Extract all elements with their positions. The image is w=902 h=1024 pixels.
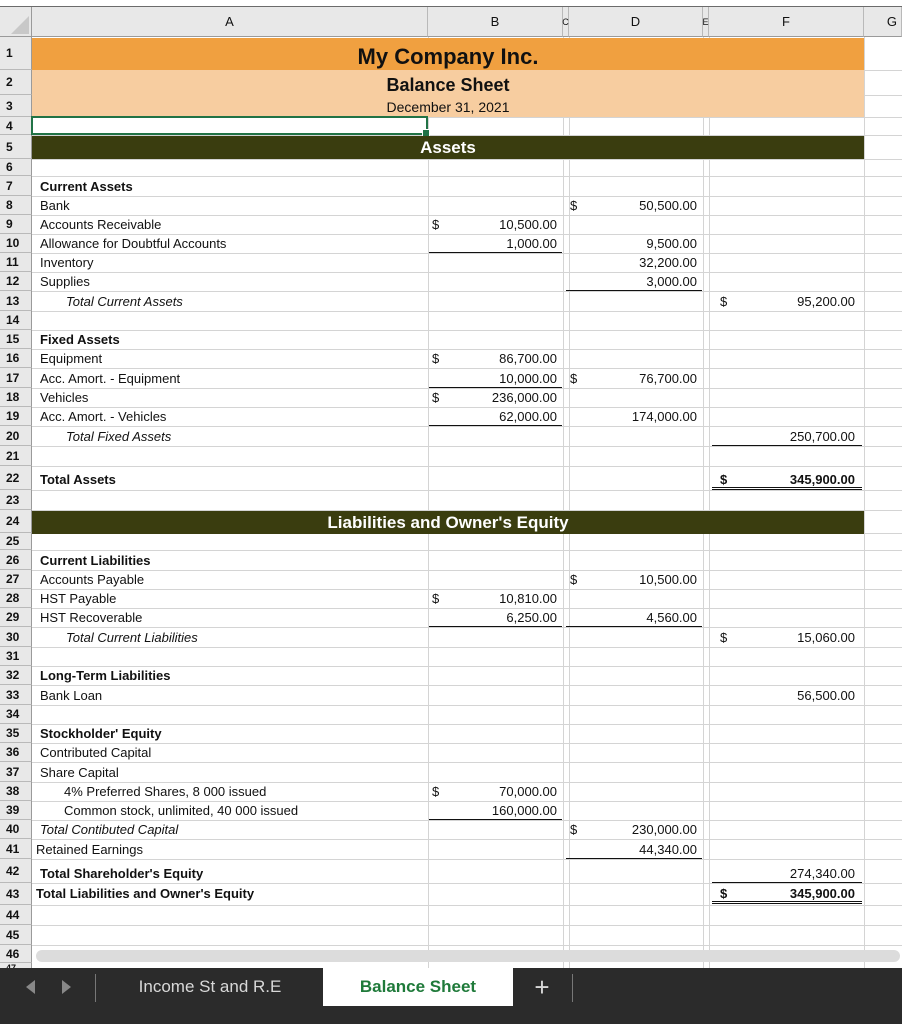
value-equipment: 86,700.00	[499, 351, 557, 366]
gridline	[32, 550, 902, 551]
row-header-44[interactable]: 44	[0, 905, 32, 925]
row-header-36[interactable]: 36	[0, 743, 32, 762]
row-header-39[interactable]: 39	[0, 801, 32, 820]
label-bank-loan: Bank Loan	[40, 688, 103, 703]
label-stockholder-equity: Stockholder' Equity	[40, 726, 162, 741]
label-vehicles: Vehicles	[40, 390, 89, 405]
report-title: Balance Sheet	[386, 75, 510, 95]
value-vehicles: 236,000.00	[491, 390, 557, 405]
row-header-16[interactable]: 16	[0, 349, 32, 368]
gridline	[32, 839, 902, 840]
row-header-25[interactable]: 25	[0, 533, 32, 550]
underline	[712, 445, 862, 446]
value-total-current-assets: 95,200.00	[797, 294, 855, 309]
underline	[566, 290, 702, 291]
row-header-2[interactable]: 2	[0, 70, 32, 95]
value-hst-payable: 10,810.00	[499, 591, 557, 606]
column-header-c[interactable]: C	[563, 7, 569, 37]
column-header-b[interactable]: B	[428, 7, 563, 37]
tab-balance-sheet[interactable]: Balance Sheet	[323, 968, 513, 1006]
label-allowance-doubtful: Allowance for Doubtful Accounts	[40, 236, 227, 251]
row-header-14[interactable]: 14	[0, 311, 32, 330]
label-amort-equipment: Acc. Amort. - Equipment	[40, 371, 181, 386]
value-total-assets: 345,900.00	[789, 472, 855, 487]
gridline	[32, 490, 902, 491]
row-header-19[interactable]: 19	[0, 407, 32, 426]
value-total-current-liabilities: 15,060.00	[797, 630, 855, 645]
tab-income-statement[interactable]: Income St and R.E	[100, 968, 320, 1006]
row-header-21[interactable]: 21	[0, 446, 32, 466]
row-header-10[interactable]: 10	[0, 234, 32, 253]
label-total-contributed-capital: Total Contibuted Capital	[40, 822, 179, 837]
gridline	[32, 330, 902, 331]
value-inventory: 32,200.00	[639, 255, 697, 270]
row-header-24[interactable]: 24	[0, 510, 32, 533]
row-header-29[interactable]: 29	[0, 608, 32, 627]
currency-symbol: $	[570, 822, 578, 837]
row-header-22[interactable]: 22	[0, 466, 32, 490]
report-date: December 31, 2021	[386, 99, 510, 115]
row-header-8[interactable]: 8	[0, 196, 32, 215]
row-header-7[interactable]: 7	[0, 176, 32, 196]
currency-symbol: $	[720, 886, 728, 901]
label-amort-vehicles: Acc. Amort. - Vehicles	[40, 409, 167, 424]
double-underline	[712, 901, 862, 904]
currency-symbol: $	[570, 198, 578, 213]
horizontal-scrollbar[interactable]	[36, 950, 900, 962]
value-hst-net: 4,560.00	[646, 610, 697, 625]
gridline	[32, 466, 902, 467]
gridline	[32, 446, 902, 447]
row-header-5[interactable]: 5	[0, 135, 32, 159]
row-header-15[interactable]: 15	[0, 330, 32, 349]
label-share-capital: Share Capital	[40, 765, 119, 780]
gridline	[32, 859, 902, 860]
label-accounts-payable: Accounts Payable	[40, 572, 145, 587]
value-total-liabilities-equity: 345,900.00	[789, 886, 855, 901]
currency-symbol: $	[432, 591, 440, 606]
row-header-46[interactable]: 46	[0, 945, 32, 963]
currency-symbol: $	[432, 390, 440, 405]
row-header-37[interactable]: 37	[0, 762, 32, 782]
gridline	[32, 945, 902, 946]
column-header-f[interactable]: F	[709, 7, 864, 37]
value-supplies: 3,000.00	[646, 274, 697, 289]
row-header-40[interactable]: 40	[0, 820, 32, 839]
underline	[429, 626, 562, 627]
label-inventory: Inventory	[40, 255, 94, 270]
row-header-33[interactable]: 33	[0, 685, 32, 705]
column-header-a[interactable]: A	[32, 7, 428, 37]
label-supplies: Supplies	[40, 274, 90, 289]
label-total-current-liabilities: Total Current Liabilities	[66, 630, 198, 645]
label-total-current-assets: Total Current Assets	[66, 294, 183, 309]
row-header-43[interactable]: 43	[0, 883, 32, 905]
value-hst-recoverable: 6,250.00	[506, 610, 557, 625]
label-total-assets: Total Assets	[40, 472, 116, 487]
sheet-tab-bar	[0, 968, 902, 1008]
row-header-35[interactable]: 35	[0, 724, 32, 743]
row-header-45[interactable]: 45	[0, 925, 32, 945]
value-common-stock: 160,000.00	[491, 803, 557, 818]
value-amort-equipment: 10,000.00	[499, 371, 557, 386]
double-underline	[712, 487, 862, 490]
gridline	[32, 905, 902, 906]
value-bank: 50,500.00	[639, 198, 697, 213]
row-header-4[interactable]: 4	[0, 117, 32, 135]
row-header-42[interactable]: 42	[0, 859, 32, 883]
column-header-g[interactable]: G	[864, 7, 902, 37]
row-header-6[interactable]: 6	[0, 159, 32, 176]
liabilities-section-header: Liabilities and Owner's Equity	[32, 511, 864, 534]
gridline	[32, 925, 902, 926]
row-header-11[interactable]: 11	[0, 253, 32, 272]
label-accounts-receivable: Accounts Receivable	[40, 217, 162, 232]
label-hst-recoverable: HST Recoverable	[40, 610, 143, 625]
label-long-term-liabilities: Long-Term Liabilities	[40, 668, 171, 683]
next-sheet-icon[interactable]	[62, 980, 71, 994]
assets-section-header: Assets	[32, 136, 864, 159]
label-total-liabilities-equity: Total Liabilities and Owner's Equity	[36, 886, 255, 901]
label-preferred-shares: 4% Preferred Shares, 8 000 issued	[64, 784, 267, 799]
value-total-fixed-assets: 250,700.00	[789, 429, 855, 444]
underline	[566, 626, 702, 627]
gridline	[32, 176, 902, 177]
value-vehicles-net: 174,000.00	[631, 409, 697, 424]
gridline	[32, 159, 902, 160]
row-header-27[interactable]: 27	[0, 570, 32, 589]
gridline	[32, 647, 902, 648]
row-header-18[interactable]: 18	[0, 388, 32, 407]
row-header-20[interactable]: 20	[0, 426, 32, 446]
label-total-shareholder-equity: Total Shareholder's Equity	[40, 866, 204, 881]
gridline	[32, 570, 902, 571]
toolbar-edge	[0, 0, 902, 7]
selected-cell-a4[interactable]	[31, 116, 428, 135]
underline	[429, 425, 562, 426]
value-accounts-receivable: 10,500.00	[499, 217, 557, 232]
gridline	[32, 762, 902, 763]
row-header-12[interactable]: 12	[0, 272, 32, 291]
row-header-31[interactable]: 31	[0, 647, 32, 666]
row-header-17[interactable]: 17	[0, 368, 32, 388]
label-retained-earnings: Retained Earnings	[36, 842, 143, 857]
label-total-fixed-assets: Total Fixed Assets	[66, 429, 172, 444]
label-common-stock: Common stock, unlimited, 40 000 issued	[64, 803, 299, 818]
underline	[429, 252, 562, 253]
row-header-28[interactable]: 28	[0, 589, 32, 608]
label-contributed-capital: Contributed Capital	[40, 745, 152, 760]
value-bank-loan: 56,500.00	[797, 688, 855, 703]
gridline	[32, 253, 902, 254]
value-equipment-net: 76,700.00	[639, 371, 697, 386]
company-name: My Company Inc.	[357, 44, 539, 69]
gridline	[32, 705, 902, 706]
label-equipment: Equipment	[40, 351, 103, 366]
column-header-e[interactable]: E	[703, 7, 709, 37]
column-header-d[interactable]: D	[569, 7, 703, 37]
divider	[95, 974, 96, 1002]
row-header-34[interactable]: 34	[0, 705, 32, 724]
value-total-shareholder-equity: 274,340.00	[789, 866, 855, 881]
currency-symbol: $	[432, 351, 440, 366]
gridline	[32, 196, 902, 197]
label-bank: Bank	[40, 198, 70, 213]
currency-symbol: $	[570, 371, 578, 386]
row-header-23[interactable]: 23	[0, 490, 32, 510]
gridline	[32, 724, 902, 725]
value-allowance: 1,000.00	[506, 236, 557, 251]
divider	[572, 974, 573, 1002]
currency-symbol: $	[432, 217, 440, 232]
value-retained-earnings: 44,340.00	[639, 842, 697, 857]
row-header-32[interactable]: 32	[0, 666, 32, 685]
underline	[712, 882, 862, 883]
value-ar-net: 9,500.00	[646, 236, 697, 251]
underline	[429, 819, 562, 820]
currency-symbol: $	[720, 472, 728, 487]
add-sheet-button[interactable]: +	[534, 971, 550, 1002]
row-header-38[interactable]: 38	[0, 782, 32, 801]
currency-symbol: $	[570, 572, 578, 587]
gridline	[32, 272, 902, 273]
currency-symbol: $	[720, 294, 728, 309]
row-header-13[interactable]: 13	[0, 291, 32, 311]
underline	[566, 858, 702, 859]
select-all-corner[interactable]	[0, 7, 32, 37]
currency-symbol: $	[432, 784, 440, 799]
value-accounts-payable: 10,500.00	[639, 572, 697, 587]
label-fixed-assets: Fixed Assets	[40, 332, 120, 347]
value-total-contributed-capital: 230,000.00	[631, 822, 697, 837]
row-header-3[interactable]: 3	[0, 95, 32, 117]
currency-symbol: $	[720, 630, 728, 645]
gridline	[32, 743, 902, 744]
gridline	[32, 311, 902, 312]
row-header-26[interactable]: 26	[0, 550, 32, 570]
label-hst-payable: HST Payable	[40, 591, 117, 606]
row-header-9[interactable]: 9	[0, 215, 32, 234]
label-current-assets: Current Assets	[40, 179, 133, 194]
row-header-30[interactable]: 30	[0, 627, 32, 647]
value-preferred-shares: 70,000.00	[499, 784, 557, 799]
value-amort-vehicles: 62,000.00	[499, 409, 557, 424]
row-header-1[interactable]: 1	[0, 37, 32, 70]
label-current-liabilities: Current Liabilities	[40, 553, 151, 568]
prev-sheet-icon[interactable]	[26, 980, 35, 994]
row-header-41[interactable]: 41	[0, 839, 32, 859]
